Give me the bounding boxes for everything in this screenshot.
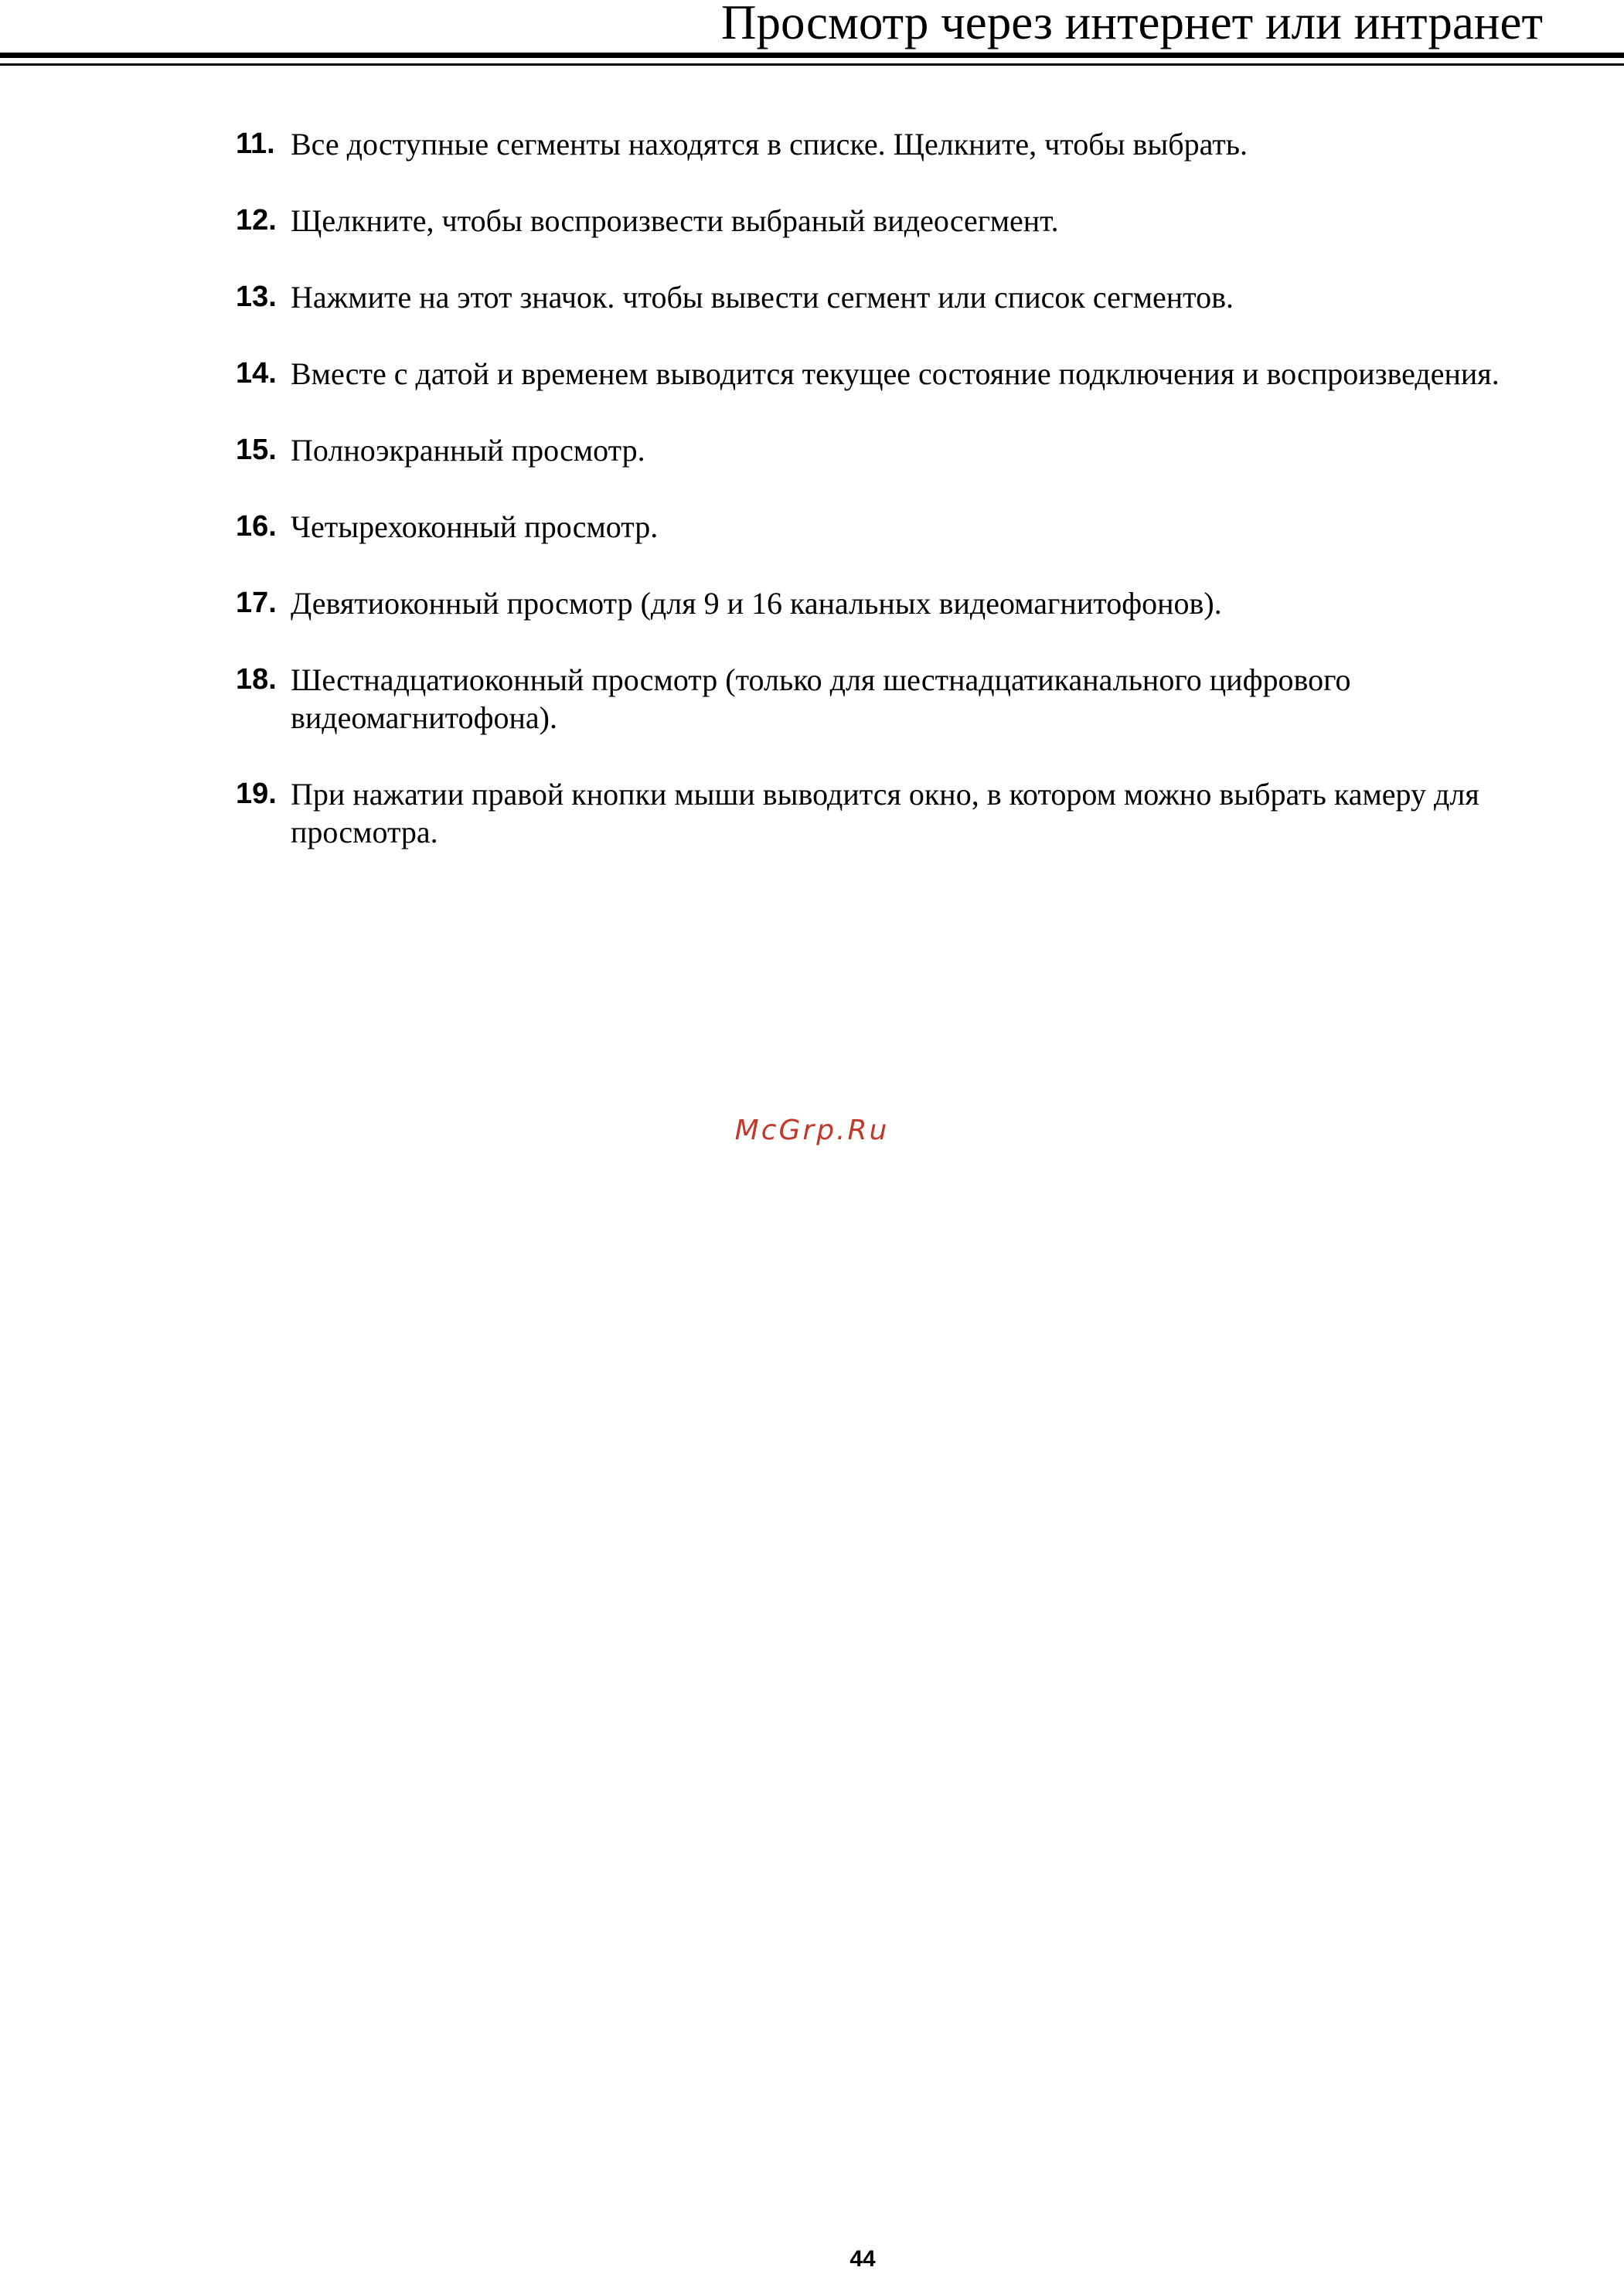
list-item-18 (236, 661, 1534, 737)
item-number: 18. (236, 663, 277, 696)
item-number: 16. (236, 510, 277, 543)
list-item-17 (236, 584, 1534, 622)
page-title: Просмотр через интернет или интранет (720, 0, 1543, 49)
item-text: Девятиоконный просмотр (для 9 и 16 канальных видеомагнитофонов). (291, 586, 1222, 621)
list-item-19 (236, 775, 1534, 851)
item-number: 17. (236, 587, 277, 619)
item-text: Все доступные сегменты находятся в списке. Щелкните, чтобы выбрать. (291, 127, 1248, 162)
watermark: McGrp.Ru (734, 1115, 890, 1146)
item-text: Четырехоконный просмотр. (291, 509, 659, 544)
item-number: 15. (236, 434, 277, 466)
item-number: 13. (236, 281, 277, 313)
item-number: 11. (236, 128, 275, 160)
list-item-15 (236, 431, 1534, 469)
list-item-16 (236, 508, 1534, 546)
list-item-11 (236, 125, 1534, 163)
page-header (0, 0, 1624, 77)
page-number: 44 (849, 2246, 876, 2272)
numbered-list (236, 125, 1534, 890)
item-text: Нажмите на этот значок. чтобы вывести сегмент или список сегментов. (291, 280, 1234, 315)
item-text: При нажатии правой кнопки мыши выводится окно, в котором можно выбрать камеру для просмотра. (291, 777, 1479, 849)
header-rule-thick (0, 53, 1624, 58)
list-item-12 (236, 202, 1534, 240)
item-text: Вместе с датой и временем выводится текущее состояние подключения и воспроизведения. (291, 356, 1500, 391)
list-item-14 (236, 355, 1534, 393)
item-number: 14. (236, 357, 277, 390)
item-text: Полноэкранный просмотр. (291, 433, 645, 468)
item-number: 19. (236, 778, 277, 810)
item-text: Шестнадцатиоконный просмотр (только для шестнадцатиканального цифрового видеомагнитофона). (291, 662, 1351, 735)
list-item-13 (236, 278, 1534, 316)
header-rule-thin (0, 63, 1624, 66)
item-text: Щелкните, чтобы воспроизвести выбраный видеосегмент. (291, 203, 1059, 238)
item-number: 12. (236, 204, 277, 237)
